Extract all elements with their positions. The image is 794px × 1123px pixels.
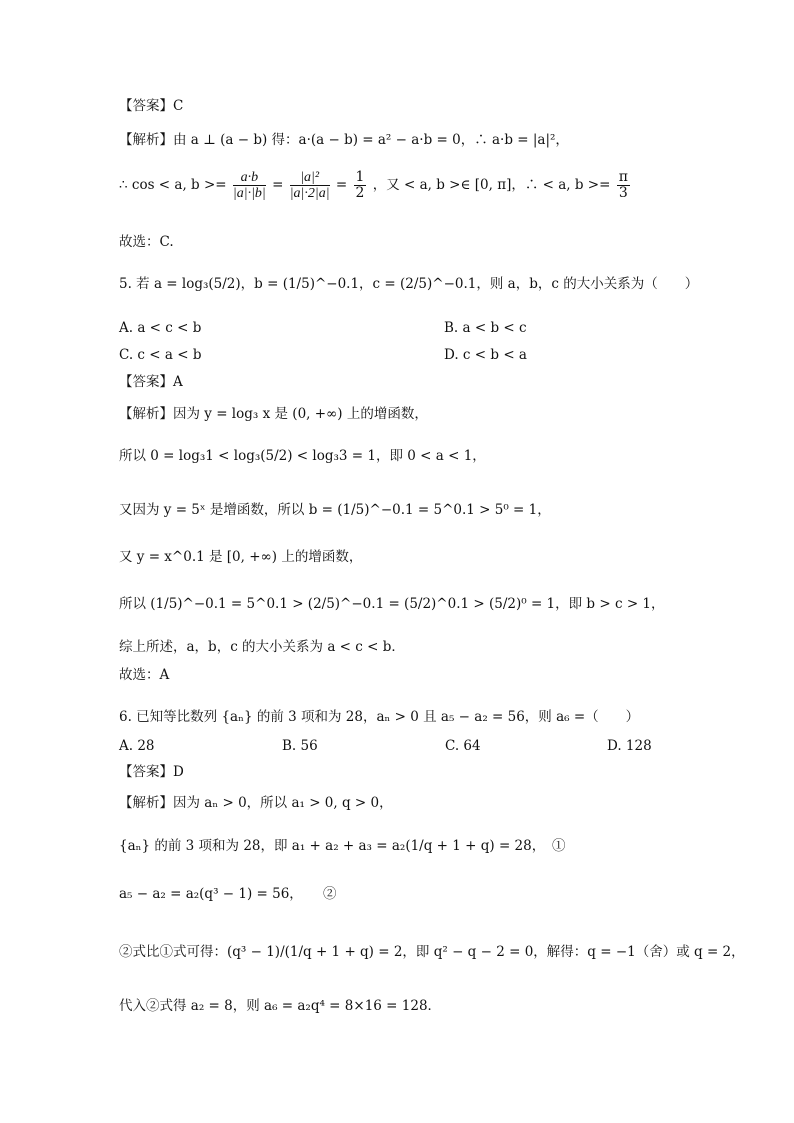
q4-analysis-line2: ∴ cos < a, b >= $\frac{a\cdot b}{|a|\cdot|b|}$ = $\frac{\text{|a|²}}{|a|\cdot 2|a|}$ = $\frac{1}{2}$ ，又 < a, b >∈ [0, π]，∴ < a, b >= $\frac{\pi}{3}$ (119, 169, 628, 201)
q5-stem: 5. 若 a = log₃(5/2)，b = (1/5)^−0.1，c = (2/5)^−0.1，则 a，b，c 的大小关系为（ ） (119, 276, 699, 292)
q4-frac-half (354, 170, 367, 201)
q5-analysis-line2: 所以 0 = log₃1 < log₃(5/2) < log₃3 = 1，即 0 < a < 1， (119, 448, 486, 464)
q4-conclusion: 故选：C. (119, 234, 174, 250)
q4-frac-pi-third (617, 170, 630, 201)
q5-option-c: C. c < a < b (119, 347, 202, 363)
q4-analysis-line1: 【解析】由 a ⊥ (a − b) 得：a·(a − b) = a² − a·b = 0，∴ a·b = |a|²， (119, 132, 569, 148)
q6-option-c: C. 64 (445, 738, 481, 754)
q5-option-a: A. a < c < b (119, 320, 202, 336)
q5-analysis-line3: 又因为 y = 5ˣ 是增函数，所以 b = (1/5)^−0.1 = 5^0.1 > 5⁰ = 1， (119, 502, 551, 518)
q6-analysis-line5: 代入②式得 a₂ = 8，则 a₆ = a₂q⁴ = 8×16 = 128． (119, 998, 442, 1014)
q6-answer: 【答案】D (119, 764, 184, 780)
q6-option-d: D. 128 (607, 738, 652, 754)
q4-frac2-den: |a|·2|a| (289, 186, 330, 201)
q5-analysis-line5: 所以 (1/5)^−0.1 = 5^0.1 > (2/5)^−0.1 = (5/2)^0.1 > (5/2)⁰ = 1，即 b > c > 1， (119, 596, 665, 612)
q5-analysis-line4: 又 y = x^0.1 是 [0, +∞) 上的增函数， (119, 549, 363, 565)
q4-answer: 【答案】C (119, 98, 184, 114)
q4-half-den: 2 (355, 185, 365, 201)
q6-analysis-line3: a₅ − a₂ = a₂(q³ − 1) = 56， ② (119, 886, 337, 902)
q4-frac1-den: |a|·|b| (232, 186, 266, 201)
q6-option-a: A. 28 (119, 738, 155, 754)
q4-frac-dot-over-norms (233, 170, 266, 201)
q5-conclusion: 故选：A (119, 667, 170, 683)
q4-pi-num: π (618, 169, 628, 185)
q5-analysis-line1: 【解析】因为 y = log₃ x 是 (0, +∞) 上的增函数， (119, 406, 428, 422)
q5-option-b: B. a < b < c (444, 320, 527, 336)
q6-analysis-line2: {aₙ} 的前 3 项和为 28，即 a₁ + a₂ + a₃ = a₂(1/q + 1 + q) = 28， ① (119, 838, 566, 854)
q5-option-d: D. c < b < a (444, 347, 527, 363)
q6-option-b: B. 56 (282, 738, 318, 754)
q5-analysis-line6: 综上所述，a，b，c 的大小关系为 a < c < b． (119, 639, 405, 655)
q4-frac-norm-sq (290, 170, 330, 201)
q4-frac2-num: |a|² (290, 170, 330, 186)
q4-equals: = (335, 177, 348, 193)
q6-analysis-line1: 【解析】因为 aₙ > 0，所以 a₁ > 0, q > 0， (119, 795, 393, 811)
q6-stem: 6. 已知等比数列 {aₙ} 的前 3 项和为 28，aₙ > 0 且 a₅ − a₂ = 56，则 a₆ =（ ） (119, 709, 640, 725)
q4-pi-den: 3 (618, 185, 628, 201)
q5-answer: 【答案】A (119, 374, 183, 390)
q6-analysis-line4: ②式比①式可得：(q³ − 1)/(1/q + 1 + q) = 2，即 q² − q − 2 = 0，解得：q = −1（舍）或 q = 2， (119, 944, 745, 960)
q4-cos-label: ∴ cos < a, b >= (119, 177, 227, 193)
q4-frac1-num: a·b (233, 170, 266, 186)
q4-range-text: ，又 < a, b >∈ [0, π]，∴ < a, b >= (372, 177, 611, 193)
q4-half-num: 1 (355, 169, 365, 185)
